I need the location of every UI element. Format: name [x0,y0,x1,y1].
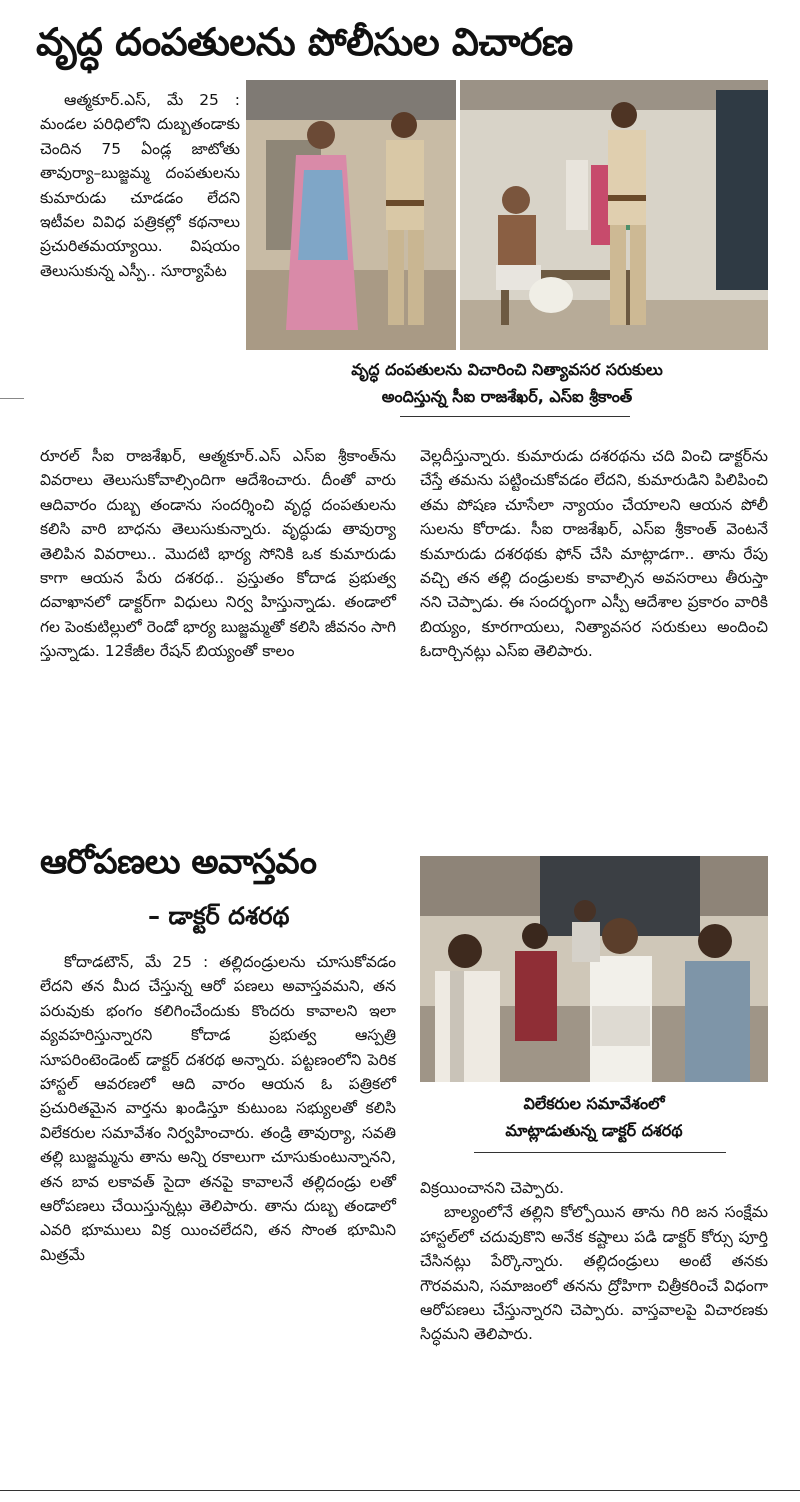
article1-headline: వృద్ధ దంపతులను పోలీసుల విచారణ [36,20,573,64]
article2-photo [420,856,768,1082]
page-bottom-rule [0,1490,800,1491]
article1-paragraph-1: ఆత్మకూర్‌.ఎస్‌, మే 25 : మండల పరిధిలోని దుబ్బతండాకు చెందిన 75 ఏండ్ల జాటోతు తావుర్యా–బుజ్జమ్మ దంపతులను కుమారుడు చూడడం లేదని ఇటీవల వివిధ పత్రికల్లో కథనాలు ప్రచురితమయ్యాయి. విషయం తెలుసుకున్న ఎస్పీ.. సూర్యాపేట [40,91,240,280]
article1-column2 [420,444,768,664]
article1-caption-line-2: అందిస్తున్న సీఐ రాజశేఖర్‌, ఎస్‌ఐ శ్రీకాంత్‌ [381,387,633,406]
article2-photo-illustration [420,856,768,1082]
article1-photo-illustration [246,80,768,350]
article1-photo [246,80,768,350]
article2-photo-caption [420,1090,768,1144]
article2-paragraph-3: బాల్యంలోనే తల్లిని కోల్పోయిన తాను గిరి జన సంక్షేమ హాస్టల్‌లో చదువుకొని అనేక కష్టాలు పడి డాక్టర్‌ కోర్సు పూర్తి చేసినట్లు పేర్కొన్నారు. తల్లిదండ్రులు అంటే తనకు గౌరవమని, సమాజంలో తనను ద్రోహిగా చిత్రీకరించే విధంగా ఆరోపణలు చేస్తున్నారని చెప్పారు. వాస్తవాలపై విచారణకు సిద్ధమని తెలిపారు. [420,1203,768,1344]
article2-column2 [420,1176,768,1347]
article1-paragraph-3: వెల్లదీస్తున్నారు. కుమారుడు దశరథను చది వించి డాక్టర్‌ను చేస్తే తమను పట్టించుకోవడం లేదని, కుమారుడిని పిలిపించి తమ పోషణ చూసేలా న్యాయం చేయాలని ఆయన పోలీ సులను కోరాడు. సీఐ రాజశేఖర్‌, ఎస్‌ఐ శ్రీకాంత్‌ వెంటనే కుమారుడు దశరథకు ఫోన్‌ చేసి మాట్లాడగా.. తాను రేపు వచ్చి తన తల్లి దండ్రులకు కావాల్సిన అవసరాలు తీరుస్తా నని చెప్పాడు. ఈ సందర్భంగా ఎస్పీ ఆదేశాల ప్రకారం వారికి బియ్యం, కూరగాయలు, నిత్యావసర సరుకులు అందించి ఓదార్చినట్లు ఎస్‌ఐ తెలిపారు. [420,447,768,661]
article2-paragraph-2: విక్రయించానని చెప్పారు. [420,1179,565,1197]
article2-paragraph-1: కోదాడటౌన్‌, మే 25 : తల్లిదండ్రులను చూసుకోవడం లేదని తన మీద చేస్తున్న ఆరో పణలు అవాస్తవమని, తన పరువుకు భంగం కలిగించేందుకు కొందరు కావాలని ఇలా వ్యవహరిస్తున్నారని కోదాడ ప్రభుత్వ ఆస్పత్రి సూపరింటెండెంట్‌ డాక్టర్‌ దశరథ అన్నారు. పట్టణంలోని పెరిక హాస్టల్‌ ఆవరణలో ఆది వారం ఆయన ఓ పత్రికలో ప్రచురితమైన వార్తను ఖండిస్తూ కుటుంబ సభ్యులతో కలిసి విలేకరుల సమావేశం నిర్వహించారు. తండ్రి తావుర్యా, సవతి తల్లి బుజ్జమ్మను తాను అన్ని రకాలుగా చూసుకుంటున్నానని, తన బావ లకావత్‌ సైదా తనపై కావాలనే తల్లిదండ్రు లతో ఆరోపణలు చేయిస్తున్నట్లు తెలిపారు. తాను దుబ్బ తండాలో ఎవరి భూములు విక్ర యించలేదని, తన సొంత భూమిని మిత్రమే [40,953,396,1264]
article1-photo-caption [246,356,768,410]
article2-subhead: – డాక్టర్‌ దశరథ [148,902,290,930]
article1-paragraph-2: రూరల్‌ సీఐ రాజశేఖర్‌, ఆత్మకూర్‌.ఎస్‌ ఎస్‌ఐ శ్రీకాంత్‌ను వివరాలు తెలుసుకోవాల్సిందిగా ఆదేశించారు. దీంతో వారు ఆదివారం దుబ్బ తండాను సందర్శించి వృద్ధ దంపతులను కలిసి వారి బాధను తెలుసుకున్నారు. వృద్ధుడు తావుర్యా తెలిపిన వివరాలు.. మొదటి భార్య సోనికి ఒక కుమారుడు కాగా ఆయన పేరు దశరథ.. ప్రస్తుతం కోదాడ ప్రభుత్వ దవాఖానలో డాక్టర్‌గా విధులు నిర్వ హిస్తున్నాడు. తండాలో గల పెంకుటిల్లులో రెండో భార్య బుజ్జమ్మతో కలిసి జీవనం సాగి స్తున్నాడు. 12కేజీల రేషన్‌ బియ్యంతో కాలం [40,447,396,661]
article1-column1-bottom [40,444,396,664]
article1-column1-top [40,88,240,283]
article2-caption-line-1: విలేకరుల సమావేశంలో [523,1094,665,1113]
article2-caption-line-2: మాట్లాడుతున్న డాక్టర్‌ దశరథ [505,1121,683,1140]
article2-column1 [40,950,396,1267]
article2-caption-rule [474,1152,726,1153]
article2-headline: ఆరోపణలు అవాస్తవం [40,842,317,882]
margin-mark [0,398,24,399]
article1-caption-rule [400,416,630,417]
article1-caption-line-1: వృద్ధ దంపతులను విచారించి నిత్యావసర సరుకులు [351,360,663,379]
